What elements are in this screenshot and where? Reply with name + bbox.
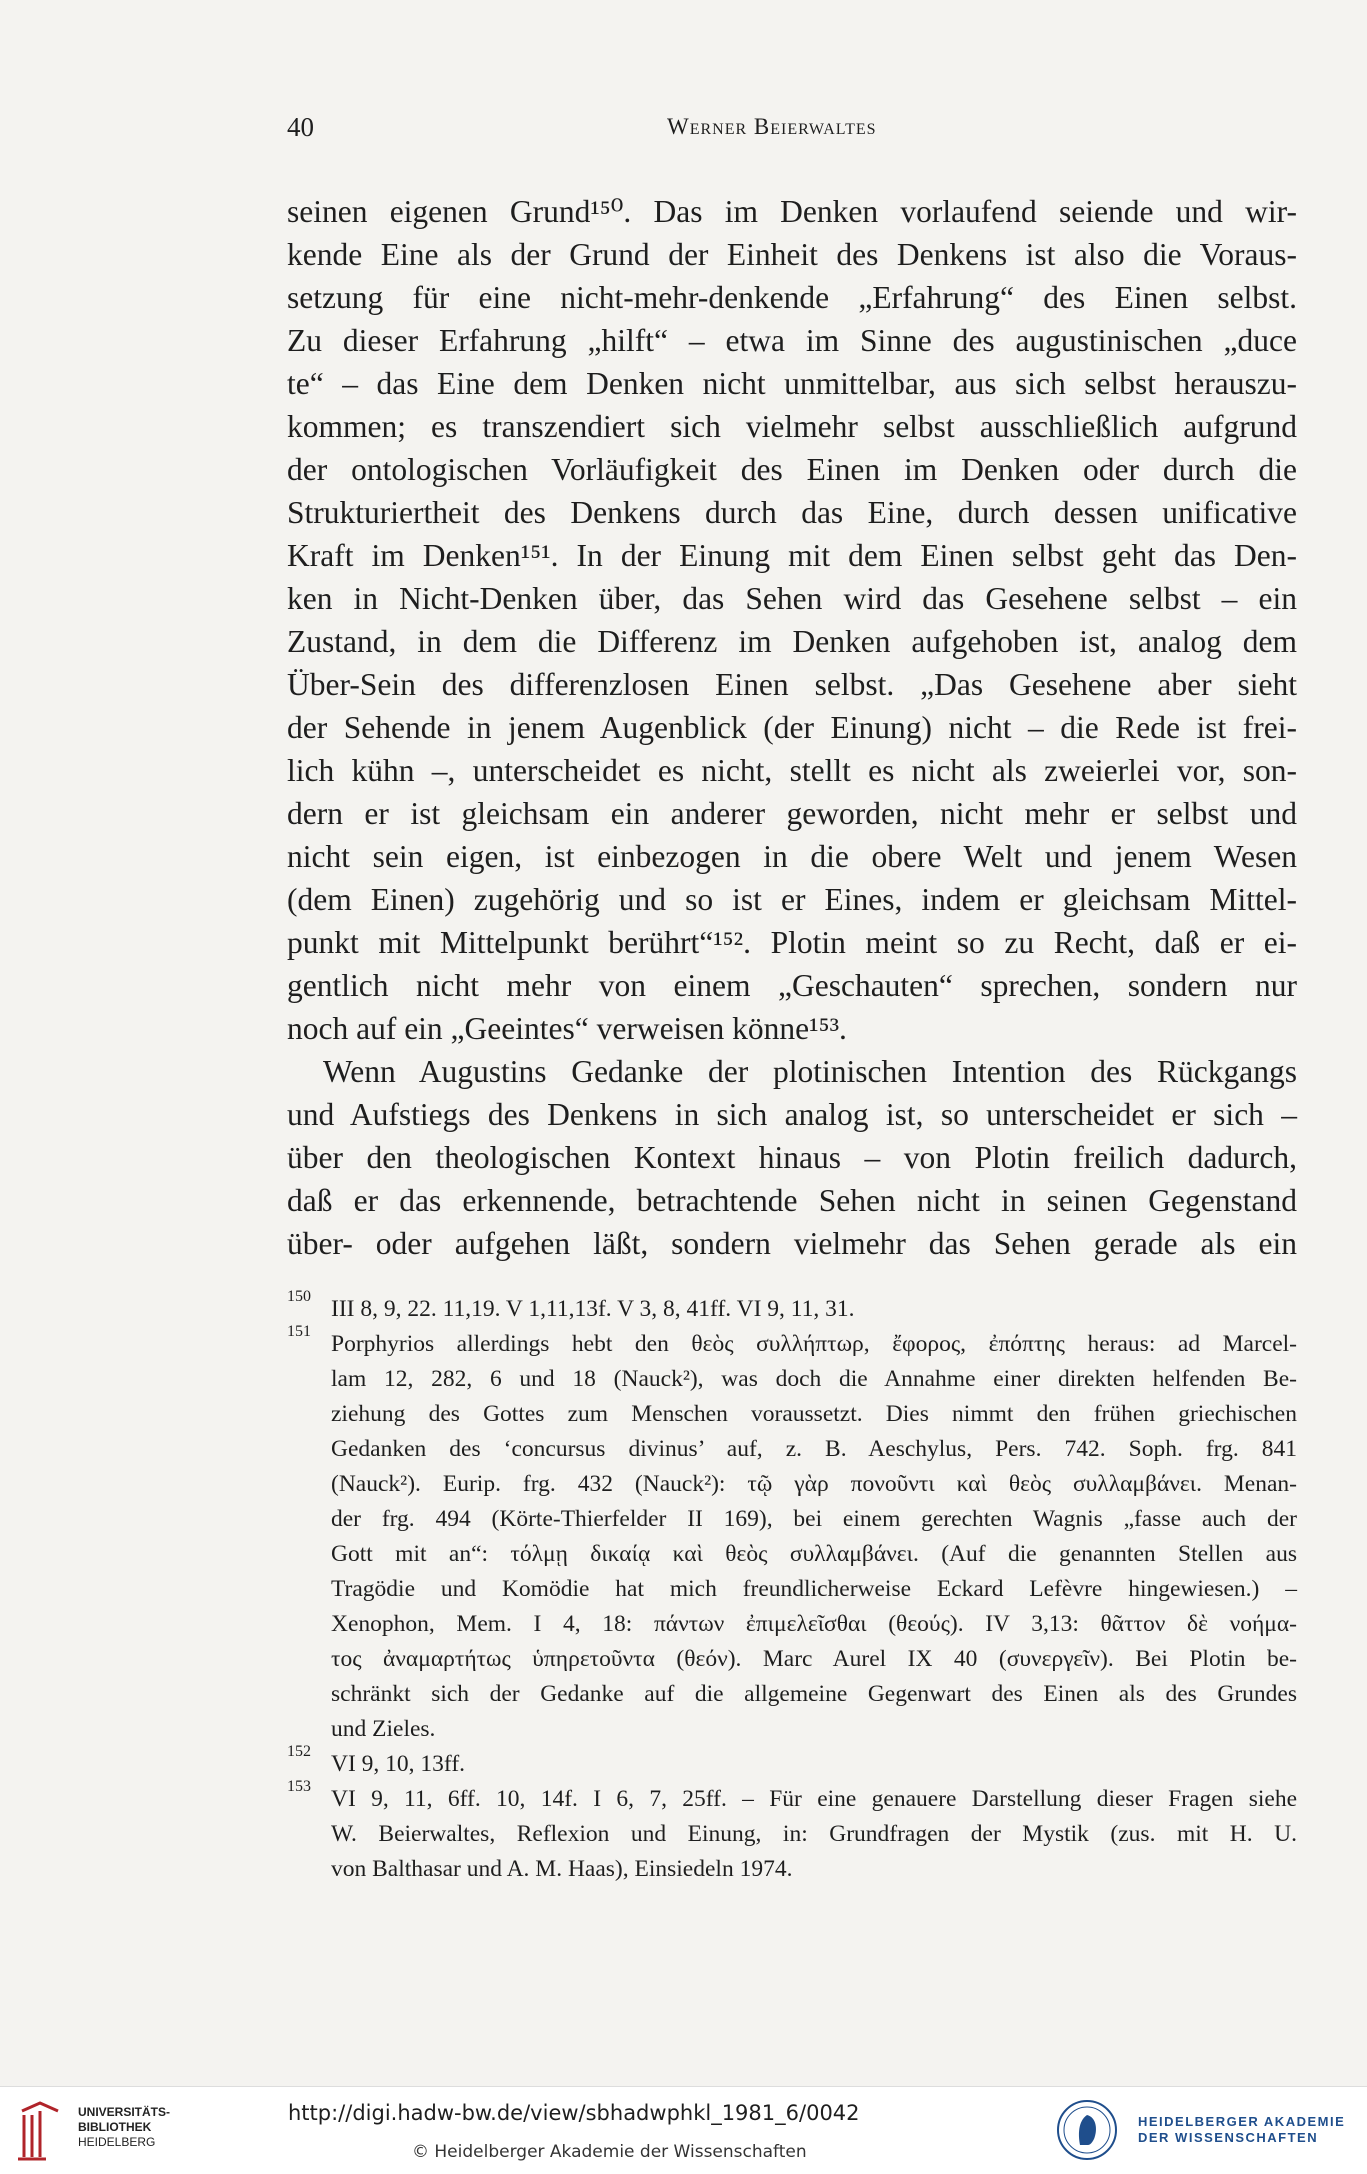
footnote-line: Gott mit an“: τόλμῃ δικαίᾳ καὶ θεὸς συλλαμβάνει. (Auf die genannten Stellen aus <box>331 1541 1297 1567</box>
library-name-line: UNIVERSITÄTS- <box>78 2105 171 2119</box>
body-line: (dem Einen) zugehörig und so ist er Eines, indem er gleichsam Mittel- <box>287 882 1297 917</box>
footnote-line: III 8, 9, 22. 11,19. V 1,11,13f. V 3, 8, 41ff. VI 9, 11, 31. <box>331 1296 855 1322</box>
body-line: punkt mit Mittelpunkt berührt“¹⁵². Plotin meint so zu Recht, daß er ei- <box>287 925 1297 960</box>
body-line: gentlich nicht mehr von einem „Geschauten“ sprechen, sondern nur <box>287 968 1297 1003</box>
body-text <box>287 190 1297 1265</box>
footnote-line: der frg. 494 (Körte-Thierfelder II 169), bei einem gerechten Wagnis „fasse auch der <box>331 1506 1297 1532</box>
running-head: Werner Beierwaltes <box>667 114 877 139</box>
footnote-number: 150 <box>287 1288 311 1305</box>
university-library-logo-icon <box>16 2101 64 2161</box>
page-header <box>287 112 1297 152</box>
footnote-number: 151 <box>287 1323 311 1340</box>
body-line: daß er das erkennende, betrachtende Sehen nicht in seinen Gegenstand <box>287 1183 1297 1218</box>
footnote <box>287 1743 1297 1782</box>
footnote-line: und Zieles. <box>331 1716 436 1742</box>
footnote <box>287 1778 1297 1887</box>
footnotes <box>287 1288 1297 1887</box>
body-line: Wenn Augustins Gedanke der plotinischen Intention des Rückgangs <box>323 1054 1297 1089</box>
footnote-line: VI 9, 10, 13ff. <box>331 1751 466 1777</box>
permalink-url[interactable]: http://digi.hadw-bw.de/view/sbhadwphkl_1981_6/0042 <box>288 2101 860 2125</box>
footnote-number: 153 <box>287 1778 311 1795</box>
body-line: Strukturiertheit des Denkens durch das Eine, durch dessen unificative <box>287 495 1297 530</box>
body-line: kommen; es transzendiert sich vielmehr selbst ausschließlich aufgrund <box>287 409 1297 444</box>
university-library-name <box>78 2105 170 2150</box>
footnote-line: lam 12, 282, 6 und 18 (Nauck²), was doch die Annahme einer direkten helfenden Be- <box>331 1366 1297 1392</box>
footnote-number: 152 <box>287 1743 311 1760</box>
body-line: Über-Sein des differenzlosen Einen selbst. „Das Gesehene aber sieht <box>287 667 1297 702</box>
body-line: Kraft im Denken¹⁵¹. In der Einung mit dem Einen selbst geht das Den- <box>287 538 1297 573</box>
body-line: der ontologischen Vorläufigkeit des Einen im Denken oder durch die <box>287 452 1297 487</box>
body-line: noch auf ein „Geeintes“ verweisen könne¹⁵³. <box>287 1011 847 1046</box>
body-line: seinen eigenen Grund¹⁵⁰. Das im Denken vorlaufend seiende und wir- <box>287 194 1297 229</box>
footnote-line: VI 9, 11, 6ff. 10, 14f. I 6, 7, 25ff. – Für eine genauere Darstellung dieser Fragen siehe <box>331 1786 1297 1812</box>
footnote-line: Tragödie und Komödie hat mich freundlicherweise Eckard Lefèvre hingewiesen.) – <box>331 1576 1297 1602</box>
page-number: 40 <box>287 112 314 142</box>
academy-name <box>1138 2114 1345 2146</box>
footnote-line: τος ἀναμαρτήτως ὑπηρετοῦντα (θεόν). Marc Aurel IX 40 (συνεργεῖν). Bei Plotin be- <box>331 1646 1297 1672</box>
body-line: nicht sein eigen, ist einbezogen in die obere Welt und jenem Wesen <box>287 839 1297 874</box>
body-line: über- oder aufgehen läßt, sondern vielmehr das Sehen gerade als ein <box>287 1226 1297 1261</box>
body-line: kende Eine als der Grund der Einheit des Denkens ist also die Voraus- <box>287 237 1297 272</box>
academy-name-line: DER WISSENSCHAFTEN <box>1138 2130 1319 2145</box>
footnote-line: schränkt sich der Gedanke auf die allgemeine Gegenwart des Einen als des Grundes <box>331 1681 1297 1707</box>
footnote-line: von Balthasar und A. M. Haas), Einsiedeln 1974. <box>331 1856 793 1882</box>
body-line: te“ – das Eine dem Denken nicht unmittelbar, aus sich selbst herauszu- <box>287 366 1297 401</box>
body-line: und Aufstiegs des Denkens in sich analog ist, so unterscheidet er sich – <box>287 1097 1297 1132</box>
footnote-line: (Nauck²). Eurip. frg. 432 (Nauck²): τῷ γὰρ πονοῦντι καὶ θεὸς συλλαμβάνει. Menan- <box>331 1471 1297 1497</box>
footnote-line: ziehung des Gottes zum Menschen voraussetzt. Dies nimmt den frühen griechischen <box>331 1401 1297 1427</box>
footnote-line: Porphyrios allerdings hebt den θεὸς συλλήπτωρ, ἔφορος, ἐπόπτης heraus: ad Marcel- <box>331 1331 1297 1357</box>
footnote <box>287 1323 1297 1747</box>
body-line: setzung für eine nicht-mehr-denkende „Erfahrung“ des Einen selbst. <box>287 280 1297 315</box>
copyright-notice: © Heidelberger Akademie der Wissenschaften <box>412 2142 807 2162</box>
footnote-line: Xenophon, Mem. I 4, 18: πάντων ἐπιμελεῖσθαι (θεούς). IV 3,13: θᾶττον δὲ νοήμα- <box>331 1611 1297 1637</box>
footnote <box>287 1288 1297 1327</box>
body-line: lich kühn –, unterscheidet es nicht, stellt es nicht als zweierlei vor, son- <box>287 753 1297 788</box>
body-line: über den theologischen Kontext hinaus – von Plotin freilich dadurch, <box>287 1140 1297 1175</box>
library-name-line: HEIDELBERG <box>78 2135 156 2149</box>
footnote-line: W. Beierwaltes, Reflexion und Einung, in: Grundfragen der Mystik (zus. mit H. U. <box>331 1821 1297 1847</box>
body-line: dern er ist gleichsam ein anderer geworden, nicht mehr er selbst und <box>287 796 1297 831</box>
academy-name-line: HEIDELBERGER AKADEMIE <box>1138 2114 1346 2129</box>
viewer-footer <box>0 2086 1367 2174</box>
footnote-line: Gedanken des ‘concursus divinus’ auf, z. B. Aeschylus, Pers. 742. Soph. frg. 841 <box>331 1436 1297 1462</box>
body-line: Zu dieser Erfahrung „hilft“ – etwa im Sinne des augustinischen „duce <box>287 323 1297 358</box>
body-line: der Sehende in jenem Augenblick (der Einung) nicht – die Rede ist frei- <box>287 710 1297 745</box>
body-line: ken in Nicht-Denken über, das Sehen wird das Gesehene selbst – ein <box>287 581 1297 616</box>
academy-seal-icon <box>1056 2099 1118 2161</box>
body-line: Zustand, in dem die Differenz im Denken aufgehoben ist, analog dem <box>287 624 1297 659</box>
library-name-line: BIBLIOTHEK <box>78 2120 152 2134</box>
